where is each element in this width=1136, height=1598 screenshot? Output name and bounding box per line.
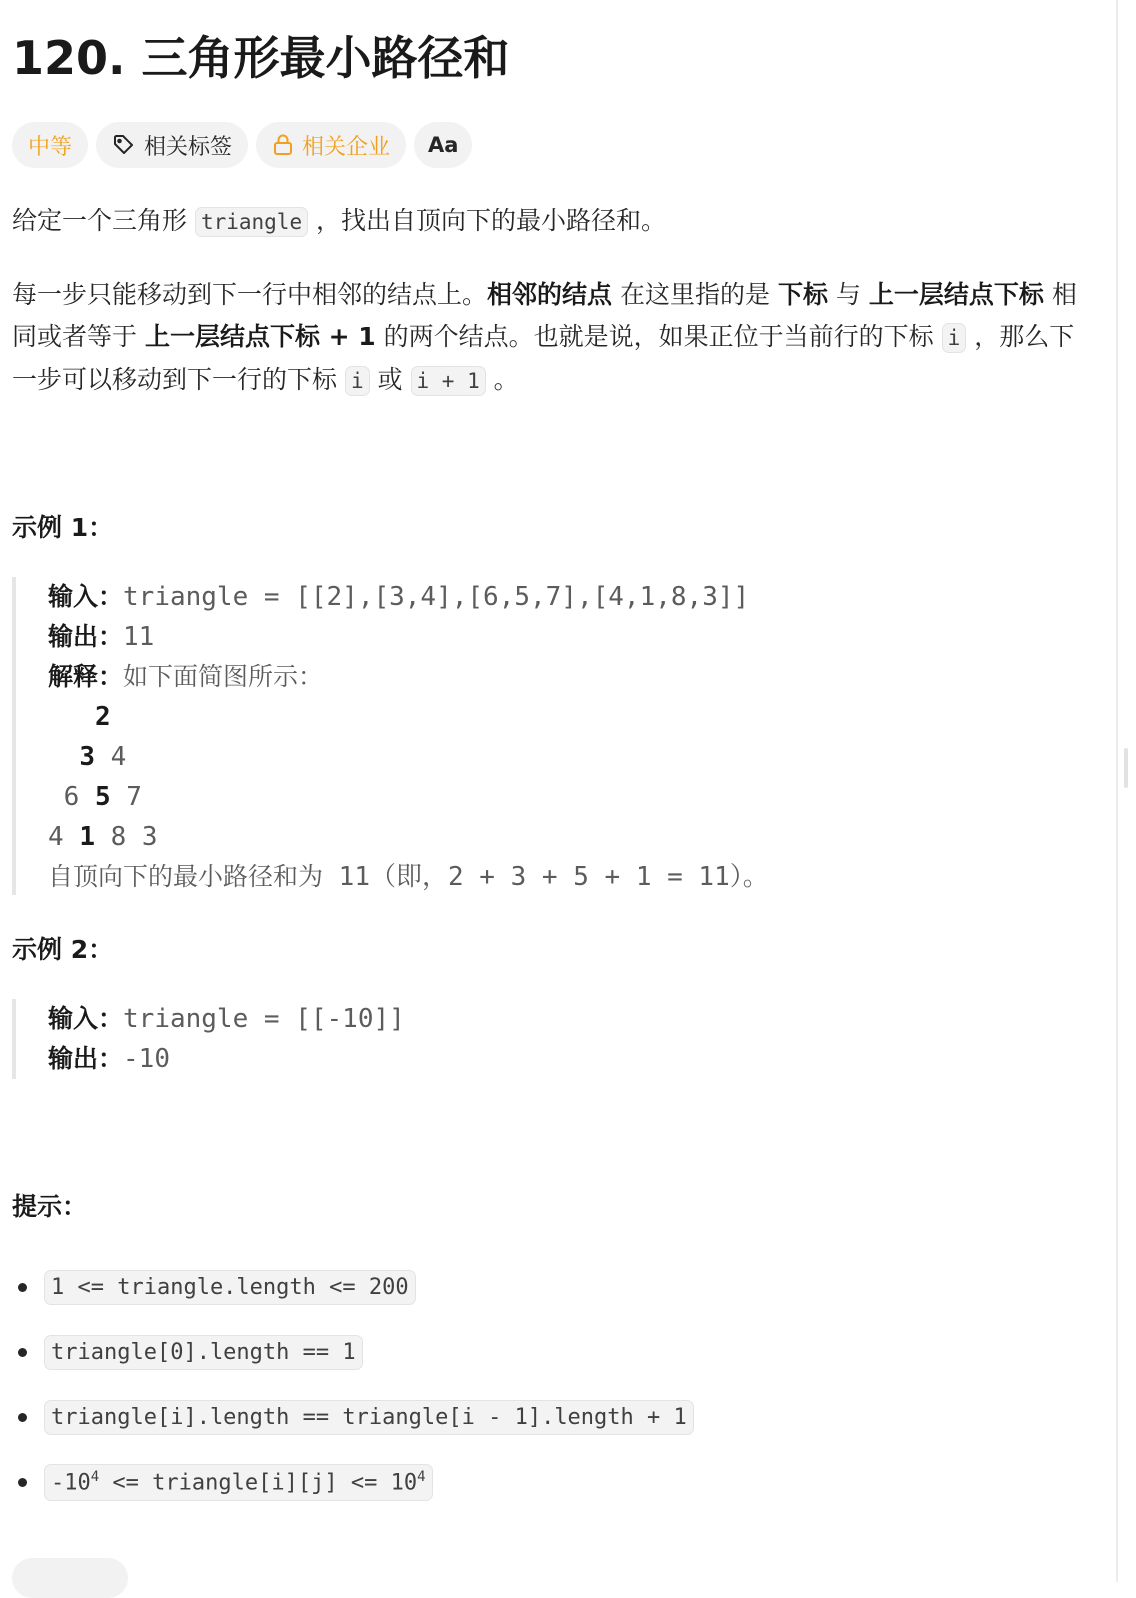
related-tags-button[interactable] bbox=[96, 122, 248, 168]
example-explanation: 解释：如下面简图所示： bbox=[48, 662, 324, 691]
triangle-row-3: 6 5 7 bbox=[48, 782, 142, 812]
translate-icon: Aa bbox=[428, 133, 459, 157]
example-input: 输入：triangle = [[-10]] bbox=[48, 1004, 405, 1034]
example-input: 输入：triangle = [[2],[3,4],[6,5,7],[4,1,8,3]] bbox=[48, 582, 750, 612]
triangle-row-2: 3 4 bbox=[79, 742, 127, 772]
constraints-list bbox=[12, 1255, 694, 1515]
triangle-row-4: 4 1 8 3 bbox=[48, 822, 158, 852]
inline-code: i bbox=[942, 323, 967, 353]
bottom-tag-pill[interactable] bbox=[12, 1558, 128, 1598]
constraints-heading: 提示： bbox=[12, 1192, 88, 1221]
problem-title: 120. 三角形最小路径和 bbox=[12, 31, 510, 85]
related-companies-label: 相关企业 bbox=[302, 134, 391, 160]
inline-code: i bbox=[345, 366, 370, 396]
example-2-heading: 示例 2： bbox=[12, 935, 114, 964]
inline-code: i + 1 bbox=[411, 366, 486, 396]
example-summary: 自顶向下的最小路径和为 11（即，2 + 3 + 5 + 1 = 11）。 bbox=[48, 862, 769, 892]
example-output: 输出：-10 bbox=[48, 1044, 170, 1074]
example-1-heading: 示例 1： bbox=[12, 513, 114, 542]
triangle-row-1: 2 bbox=[94, 702, 111, 732]
related-tags-label: 相关标签 bbox=[144, 134, 233, 160]
tag-icon bbox=[112, 133, 136, 157]
resize-handle[interactable] bbox=[1124, 748, 1128, 788]
panel-divider[interactable] bbox=[1116, 0, 1118, 1582]
lock-icon bbox=[272, 133, 294, 157]
description-paragraph-1: 给定一个三角形 triangle ，找出自顶向下的最小路径和。 bbox=[12, 206, 667, 235]
constraint-item: $-10^4$ <= triangle[i][j] <= $10^4$ bbox=[12, 1450, 694, 1515]
description-paragraph-2: 每一步只能移动到下一行中相邻的结点上。相邻的结点 在这里指的是 下标 与 上一层结点下标 相同或者等于 上一层结点下标 + 1 的两个结点。也就是说，如果正位于当前行的下标 i ，那么下一步可以移动到下一行的下标 i 或 i + 1 。 bbox=[12, 280, 1077, 394]
example-output: 输出：11 bbox=[48, 622, 155, 652]
inline-code: triangle bbox=[195, 207, 308, 237]
translate-button[interactable] bbox=[414, 122, 472, 168]
related-companies-button[interactable] bbox=[256, 122, 406, 168]
constraint-item: triangle[i].length == triangle[i - 1].length + 1 bbox=[12, 1385, 694, 1450]
tag-bar bbox=[12, 122, 472, 168]
constraint-item: triangle[0].length == 1 bbox=[12, 1320, 694, 1385]
difficulty-badge: 中等 bbox=[12, 122, 88, 168]
example-2-block bbox=[12, 999, 405, 1079]
constraint-item: 1 <= triangle.length <= 200 bbox=[12, 1255, 694, 1320]
example-1-block bbox=[12, 577, 769, 895]
